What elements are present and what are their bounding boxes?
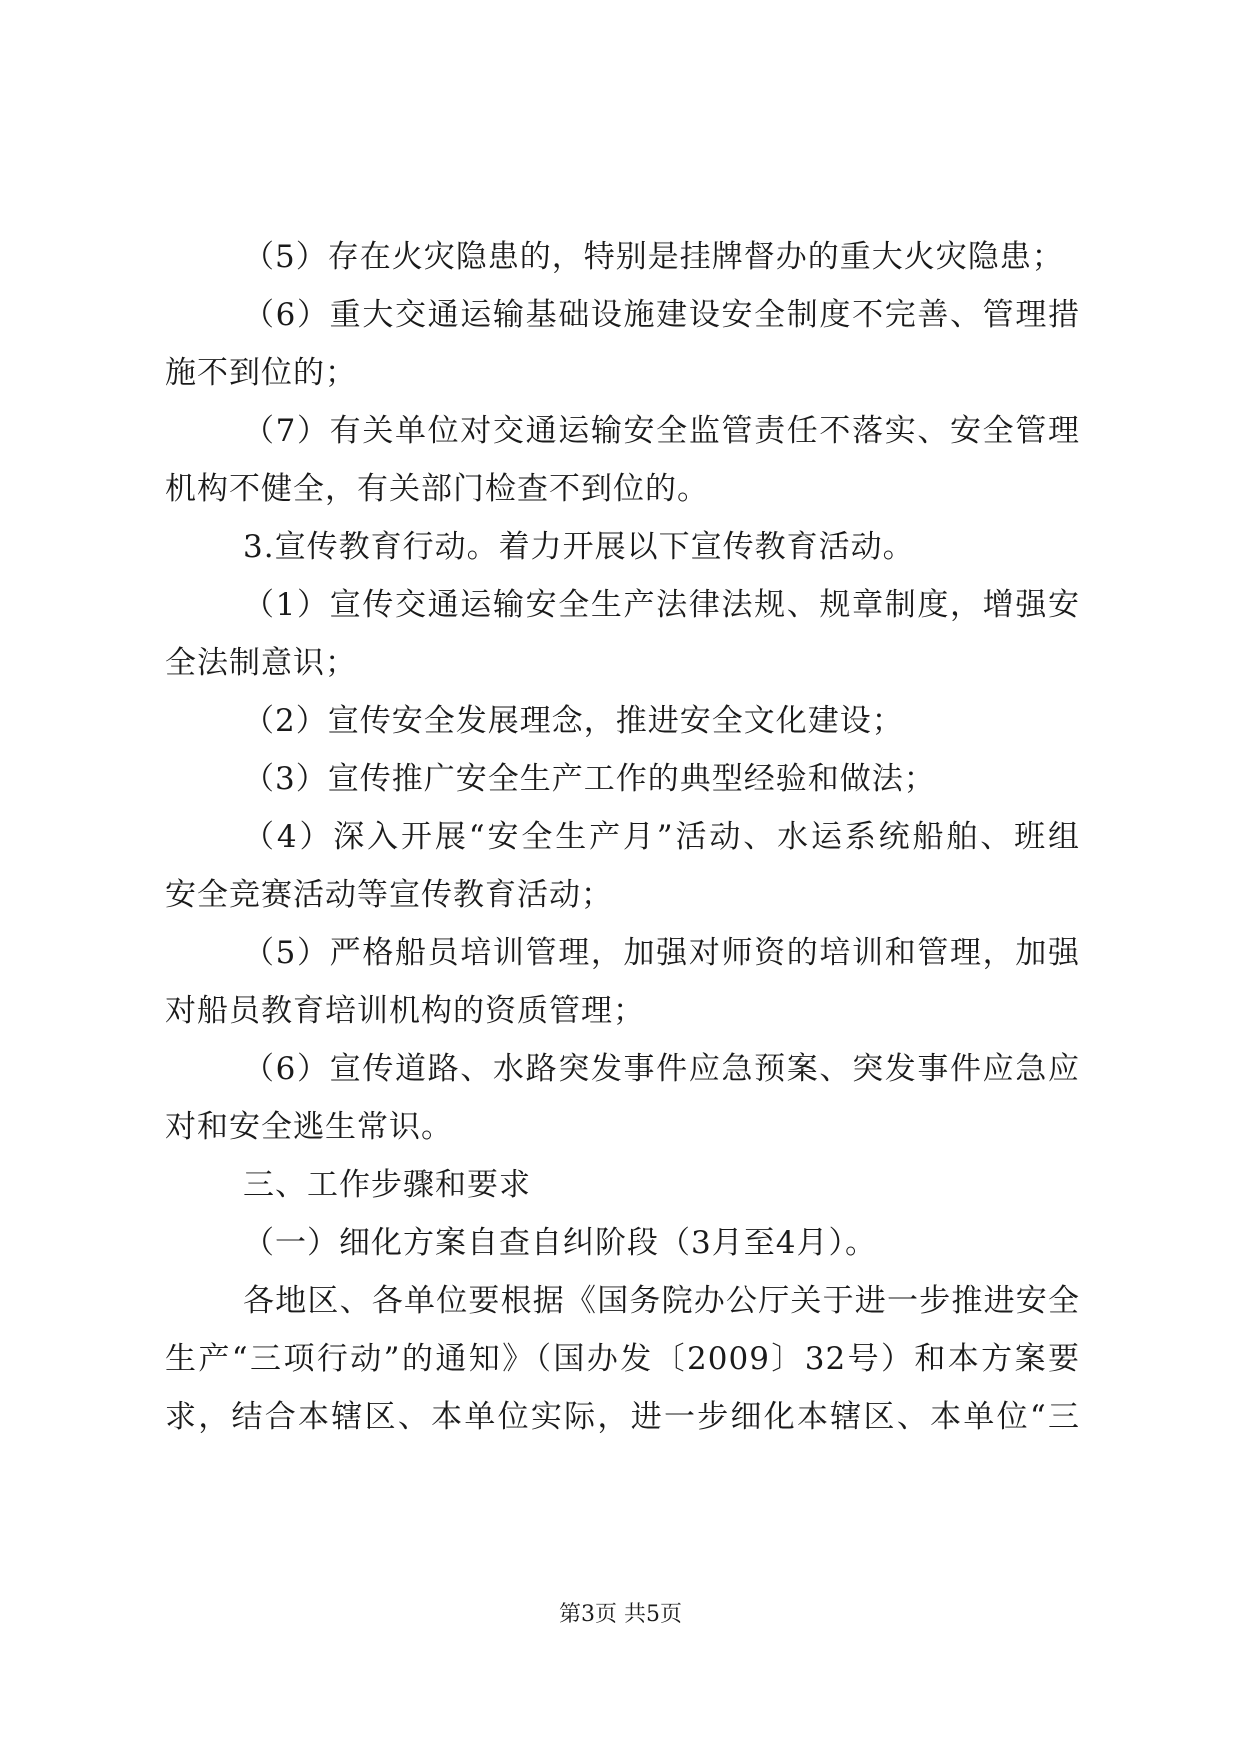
text-line-2: （6）重大交通运输基础设施建设安全制度不完善、管理措	[243, 297, 1080, 333]
text-line-8: 全法制意识；	[165, 645, 357, 681]
page-footer	[0, 1600, 1241, 1630]
subsection-heading: （一）细化方案自查自纠阶段（3月至4月）。	[243, 1225, 877, 1261]
text-line-14: 对船员教育培训机构的资质管理；	[165, 993, 645, 1029]
text-line-11: （4）深入开展“安全生产月”活动、水运系统船舶、班组	[243, 819, 1080, 855]
text-line-9: （2）宣传安全发展理念，推进安全文化建设；	[243, 703, 904, 739]
text-line-13: （5）严格船员培训管理，加强对师资的培训和管理，加强	[243, 935, 1080, 971]
text-line-10: （3）宣传推广安全生产工作的典型经验和做法；	[243, 761, 936, 797]
section-heading: 三、工作步骤和要求	[243, 1167, 531, 1203]
text-line-1: （5）存在火灾隐患的，特别是挂牌督办的重大火灾隐患；	[243, 239, 1064, 275]
text-line-16: 对和安全逃生常识。	[165, 1109, 453, 1145]
text-line-7: （1）宣传交通运输安全生产法律法规、规章制度，增强安	[243, 587, 1080, 623]
text-line-5: 机构不健全，有关部门检查不到位的。	[165, 471, 709, 507]
text-line-20: 生产“三项行动”的通知》（国办发〔2009〕32号）和本方案要	[165, 1341, 1080, 1377]
text-line-15: （6）宣传道路、水路突发事件应急预案、突发事件应急应	[243, 1051, 1080, 1087]
text-line-12: 安全竞赛活动等宣传教育活动；	[165, 877, 613, 913]
text-line-19: 各地区、各单位要根据《国务院办公厅关于进一步推进安全	[243, 1283, 1080, 1319]
text-line-6: 3.宣传教育行动。着力开展以下宣传教育活动。	[243, 529, 915, 565]
text-line-4: （7）有关单位对交通运输安全监管责任不落实、安全管理	[243, 413, 1080, 449]
document-body	[165, 228, 1080, 1446]
page-number: 第3页 共5页	[559, 1602, 682, 1627]
text-line-3: 施不到位的；	[165, 355, 357, 391]
text-line-21: 求，结合本辖区、本单位实际，进一步细化本辖区、本单位“三	[165, 1399, 1080, 1435]
